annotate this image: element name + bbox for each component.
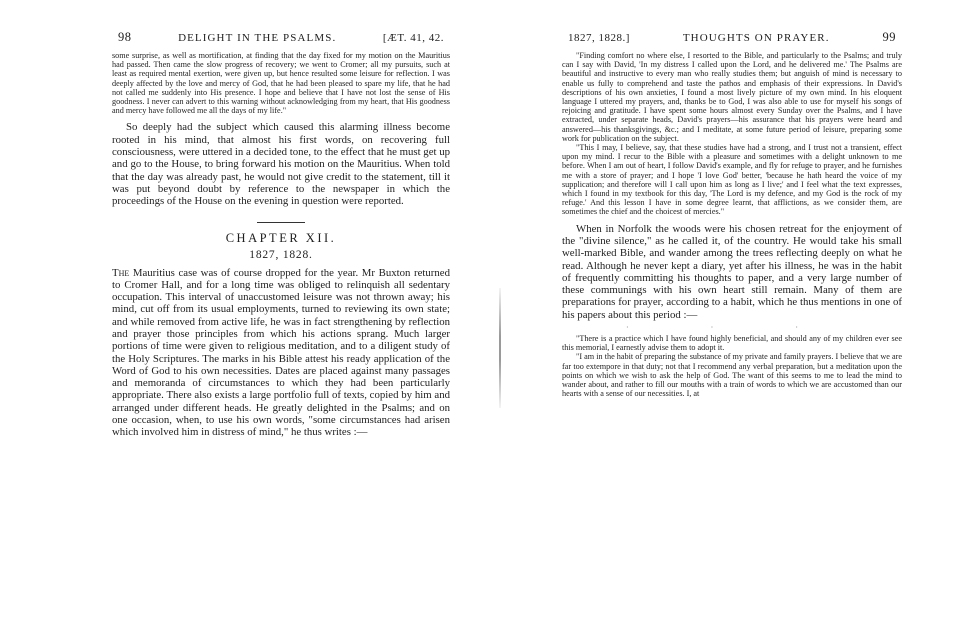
left-quote-continuation: some surprise, as well as mortification, at finding that the day fixed for my motion on the Mauritius had passed. Then came the slow progress of recovery; we went to Cromer; all my pursuits, such at least as required mental exertion, were given up, but hence resulted some leisure for reflection. I was deeply affected by the love and mercy of God, that he had been pleased to spare my life, that he had not called me suddenly into His presence. I hope and believe that I have not lost the sense of His goodness. I never can advert to this warning without acknowledging from my heart, that His goodness and mercy have followed me all the days of my life." [112,51,450,116]
chapter-years: 1827, 1828. [249,248,313,261]
right-quote-1: "Finding comfort no where else, I resorted to the Bible, and particularly to the Psalms; and truly can I say with David, 'In my distress I called upon the Lord, and he delivered me.' The Psalms are beautiful and instructive to every man who really studies them; but anguish of mind is necessary to enable us fully to comprehend and taste the pathos and emphasis of their expressions. In David's descriptions of his own anxieties, I found a most lively picture of my own mind. In his eloquent language I uttered my prayers, and, thanks be to God, I was also able to use for myself his songs of rejoicing and gratitude. I have spent some hours almost every Sunday over the Psalms, and I have extracted, under separate heads, David's prayers—his assurance that his prayers were heard and answered—his thanksgivings, &c.; and I meditate, at some future period of leisure, preparing some work for publication on the subject. [562,51,902,143]
left-page-number: 98 [118,30,132,44]
right-page-number: 99 [882,30,896,44]
right-running-head [562,30,902,45]
chapter-opening-word: The [112,266,130,279]
chapter-opening-paragraph [112,267,450,439]
right-paragraph-1: When in Norfolk the woods were his chosen retreat for the enjoyment of the "divine silence," as he called it, of the country. He would take his small well-marked Bible, and wander among the trees reflecting deeply on what he read. Although he never kept a diary, yet after his illness, he was in the habit of frequently committing his thoughts to paper, and a very large number of these communings with his own heart still remain. Many of them are preparations for prayer, according to a habit, which he thus mentions in one of his papers about this period :— [562,222,902,321]
right-running-title: THOUGHTS ON PRAYER. [682,32,830,44]
page-marks: · · · [626,323,838,333]
left-running-head [112,30,450,45]
right-page [562,30,902,599]
right-quote-2: "This I may, I believe, say, that these studies have had a strong, and I trust not a transient, effect upon my mind. I recur to the Bible with a pleasure and sometimes with a delight unknown to me before. When I am out of heart, I follow David's example, and fly for refuge to prayer, and he furnishes me with a store of prayer; and I hope 'I love God' better, 'because he hath heard the voice of my supplication; and therefore will I call upon him as long as I live;' and I feel what the text expresses, which I found in my textbook for this day, 'The Lord is my defence, and my God is the rock of my refuge.' And this lesson I have in some degree learnt, that afflictions, as we consider them, are sometimes the chief and the choicest of mercies." [562,143,902,217]
left-paragraph-1: So deeply had the subject which caused this alarming illness become rooted in his mind, that almost his first words, on recovering full consciousness, were uttered in a decided tone, to the effect that he must get up and go to the House, to bring forward his motion on the Mauritius. When told that the day was already past, he would not give credit to the statement, till it was put beyond doubt by reference to the newspaper in which the proceedings of the House on the evening in question were reported. [112,121,450,208]
left-running-title: DELIGHT IN THE PSALMS. [178,32,337,44]
left-page [112,30,450,599]
section-divider [257,222,305,223]
chapter-title: CHAPTER XII. [225,230,337,245]
left-running-side: [ÆT. 41, 42. [382,32,444,44]
right-running-side: 1827, 1828.] [568,32,630,44]
chapter-text: Mauritius case was of course dropped for the year. Mr Buxton returned to Cromer Hall, and for a long time was obliged to relinquish all sedentary occupation. This interval of unaccustomed leisure was not thrown away; his mind, cut off from its usual employments, turned to reviewing its own state; and while removed from active life, he was in fact strengthening by reflection and prayer those principles from which his actions sprang. Much larger portions of time were given to religious meditation, and to a diligent study of the Holy Scriptures. The marks in his Bible attest his ready application of the Word of God to his own necessities. Dates are placed against many passages and memoranda of circumstances to which they had been particularly appropriate. There also exists a large portfolio full of texts, copied by him and arranged under different heads. He greatly delighted in the Psalms; and on one occasion, when, to use his own words, "some circumstances had arisen which involved him in distress of mind," he thus writes :— [112,266,450,439]
book-gutter [499,288,501,408]
right-quote-4: "I am in the habit of preparing the substance of my private and family prayers. I believe that we are far too extempore in that duty; not that I recommend any verbal preparation, but a meditation upon the points on which we wish to ask the help of God. The want of this seems to me to lead the mind to wander about, and rather to fill our mouths with a train of words to which we are accustomed than our hearts with a sense of our necessities. I, at [562,352,902,399]
right-quote-3: "There is a practice which I have found highly beneficial, and should any of my children ever see this memorial, I earnestly advise them to adopt it. [562,334,902,353]
